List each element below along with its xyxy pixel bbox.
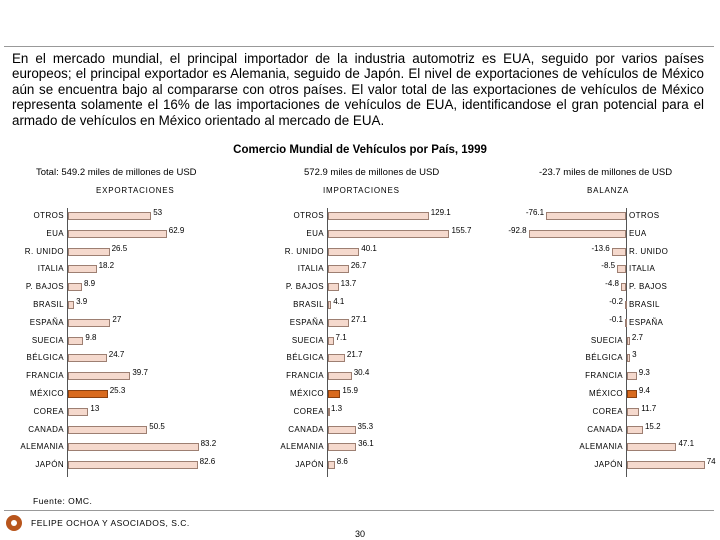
exp-bar bbox=[68, 354, 107, 362]
imp-value-label: 155.7 bbox=[451, 225, 472, 235]
exp-category-label: FRANCIA bbox=[26, 371, 64, 381]
exp-bar bbox=[68, 301, 74, 309]
bal-category-label: JAPÓN bbox=[594, 460, 623, 470]
imp-value-label: 21.7 bbox=[346, 350, 363, 360]
imp-category-label: SUECIA bbox=[291, 335, 324, 345]
exp-category-label: R. UNIDO bbox=[24, 246, 64, 256]
bal-category-label: BÉLGICA bbox=[585, 353, 623, 363]
bal-value-label: -0.1 bbox=[609, 314, 623, 324]
bal-panel-title: BALANZA bbox=[587, 186, 630, 195]
imp-value-label: 27.1 bbox=[351, 314, 367, 324]
bal-bar bbox=[612, 248, 626, 256]
imp-category-label: MÉXICO bbox=[290, 389, 324, 398]
exp-value-label: 53 bbox=[153, 208, 163, 217]
imp-category-label: R. UNIDO bbox=[284, 246, 324, 256]
bal-bar bbox=[627, 408, 639, 416]
bal-value-label: 2.7 bbox=[631, 332, 643, 342]
exp-category-label: ESPAÑA bbox=[29, 317, 64, 327]
imp-value-label: 36.1 bbox=[358, 439, 374, 449]
imp-bar bbox=[328, 354, 345, 362]
exp-value-label: 25.3 bbox=[109, 386, 126, 395]
exp-category-label: BRASIL bbox=[33, 300, 64, 309]
bal-value-label: 74 bbox=[706, 457, 716, 467]
imp-value-label: 13.7 bbox=[340, 279, 357, 289]
exp-value-label: 62.9 bbox=[168, 225, 185, 235]
imp-category-label: COREA bbox=[293, 406, 324, 416]
imp-bar bbox=[328, 248, 359, 256]
imp-value-label: 15.9 bbox=[342, 386, 358, 395]
bal-value-label: -8.5 bbox=[601, 261, 616, 271]
imp-category-label: ITALIA bbox=[297, 264, 324, 274]
exp-category-label: P. BAJOS bbox=[25, 282, 64, 292]
bal-bar bbox=[627, 337, 630, 345]
bal-category-label: ITALIA bbox=[629, 264, 656, 274]
exp-bar bbox=[68, 212, 151, 220]
exp-value-label: 82.6 bbox=[199, 457, 216, 467]
bal-bar bbox=[625, 301, 627, 309]
bal-category-label: CANADA bbox=[587, 424, 623, 434]
imp-bar bbox=[328, 408, 330, 416]
bal-category-label: R. UNIDO bbox=[629, 246, 669, 256]
bal-category-label: ALEMANIA bbox=[579, 442, 623, 452]
imp-category-label: ESPAÑA bbox=[289, 317, 324, 327]
imp-category-label: CANADA bbox=[288, 424, 324, 434]
imp-category-label: OTROS bbox=[293, 211, 324, 220]
exp-value-label: 26.5 bbox=[111, 243, 128, 253]
bal-value-label: 9.3 bbox=[638, 368, 650, 378]
exp-panel-title: EXPORTACIONES bbox=[96, 186, 175, 195]
imp-total: 572.9 miles de millones de USD bbox=[304, 167, 440, 178]
bal-category-label: MÉXICO bbox=[589, 389, 623, 398]
company-name: FELIPE OCHOA Y ASOCIADOS, S.C. bbox=[31, 518, 190, 528]
exp-bar bbox=[68, 443, 199, 451]
exp-bar bbox=[68, 390, 108, 398]
imp-category-label: JAPÓN bbox=[295, 460, 324, 470]
exp-category-label: EUA bbox=[46, 228, 64, 238]
exp-value-label: 9.8 bbox=[85, 332, 97, 342]
bal-bar bbox=[617, 265, 626, 273]
bal-value-label: 15.2 bbox=[644, 421, 661, 431]
exp-category-label: MÉXICO bbox=[30, 389, 64, 398]
imp-value-label: 4.1 bbox=[333, 297, 345, 306]
exp-bar bbox=[68, 461, 198, 469]
bal-category-label: FRANCIA bbox=[585, 371, 623, 381]
imp-bar bbox=[328, 283, 339, 291]
imp-value-label: 30.4 bbox=[353, 368, 370, 378]
imp-bar bbox=[328, 265, 349, 273]
exp-category-label: COREA bbox=[33, 406, 64, 416]
exp-bar bbox=[68, 248, 110, 256]
bal-category-label: ESPAÑA bbox=[629, 317, 664, 327]
bal-value-label: -13.6 bbox=[591, 243, 610, 253]
bal-bar bbox=[529, 230, 626, 238]
exp-value-label: 3.9 bbox=[76, 297, 88, 306]
imp-bar bbox=[328, 301, 331, 309]
imp-bar bbox=[328, 319, 349, 327]
bal-value-label: -92.8 bbox=[508, 225, 527, 235]
exp-value-label: 83.2 bbox=[200, 439, 217, 449]
exp-value-label: 24.7 bbox=[108, 350, 125, 360]
exp-value-label: 18.2 bbox=[98, 261, 115, 271]
bal-value-label: 3 bbox=[632, 350, 637, 360]
exp-bar bbox=[68, 265, 97, 273]
imp-bar bbox=[328, 212, 429, 220]
exp-bar bbox=[68, 337, 83, 345]
source-note: Fuente: OMC. bbox=[33, 496, 93, 506]
imp-bar bbox=[328, 372, 352, 380]
bal-bar bbox=[627, 461, 705, 469]
exp-category-label: BÉLGICA bbox=[26, 353, 64, 363]
imp-bar bbox=[328, 461, 335, 469]
bal-category-label: SUECIA bbox=[590, 335, 623, 345]
exp-value-label: 39.7 bbox=[132, 368, 148, 378]
bal-bar bbox=[627, 372, 637, 380]
bal-category-label: OTROS bbox=[629, 211, 660, 220]
imp-value-label: 40.1 bbox=[361, 243, 377, 253]
exp-value-label: 8.9 bbox=[83, 279, 96, 289]
bal-category-label: EUA bbox=[629, 228, 647, 238]
page-number: 30 bbox=[355, 529, 366, 539]
bal-bar bbox=[627, 390, 637, 398]
chart-title: Comercio Mundial de Vehículos por País, 1999 bbox=[233, 144, 487, 156]
bal-bar bbox=[627, 426, 643, 434]
imp-bar bbox=[328, 337, 334, 345]
bal-bar bbox=[621, 283, 626, 291]
imp-value-label: 129.1 bbox=[430, 208, 451, 217]
imp-value-label: 1.3 bbox=[331, 403, 343, 413]
exp-bar bbox=[68, 283, 82, 291]
exp-bar bbox=[68, 426, 147, 434]
exp-value-label: 50.5 bbox=[149, 421, 165, 431]
imp-bar bbox=[328, 230, 449, 238]
exp-category-label: ITALIA bbox=[37, 264, 64, 274]
exp-category-label: OTROS bbox=[33, 211, 64, 220]
bal-category-label: COREA bbox=[592, 406, 623, 416]
bal-value-label: 9.4 bbox=[638, 386, 650, 395]
imp-value-label: 26.7 bbox=[350, 261, 367, 271]
exp-value-label: 13 bbox=[90, 403, 100, 413]
bal-bar bbox=[627, 443, 676, 451]
imp-value-label: 7.1 bbox=[335, 332, 347, 342]
bal-total: -23.7 miles de millones de USD bbox=[539, 167, 673, 178]
imp-bar bbox=[328, 426, 356, 434]
bal-category-label: P. BAJOS bbox=[629, 282, 668, 292]
imp-bar bbox=[328, 443, 356, 451]
exp-bar bbox=[68, 372, 130, 380]
bal-value-label: -4.8 bbox=[605, 279, 619, 289]
bal-bar bbox=[625, 319, 627, 327]
bal-value-label: 47.1 bbox=[678, 439, 695, 449]
company-logo-icon bbox=[6, 515, 22, 531]
bal-bar bbox=[546, 212, 626, 220]
bal-category-label: BRASIL bbox=[629, 300, 660, 309]
exp-bar bbox=[68, 230, 167, 238]
exp-category-label: ALEMANIA bbox=[20, 442, 64, 452]
top-divider bbox=[4, 46, 714, 47]
footer-divider bbox=[4, 510, 714, 511]
imp-value-label: 8.6 bbox=[336, 457, 348, 467]
imp-category-label: BÉLGICA bbox=[286, 353, 324, 363]
exp-value-label: 27 bbox=[112, 314, 122, 324]
bal-value-label: 11.7 bbox=[641, 403, 657, 413]
imp-panel-title: IMPORTACIONES bbox=[323, 186, 400, 195]
imp-category-label: ALEMANIA bbox=[280, 442, 324, 452]
exp-category-label: JAPÓN bbox=[35, 460, 64, 470]
bal-value-label: -0.2 bbox=[609, 297, 623, 306]
exp-total: Total: 549.2 miles de millones de USD bbox=[36, 167, 197, 178]
exp-bar bbox=[68, 408, 88, 416]
imp-category-label: FRANCIA bbox=[286, 371, 324, 381]
exp-bar bbox=[68, 319, 110, 327]
imp-bar bbox=[328, 390, 340, 398]
imp-category-label: BRASIL bbox=[293, 300, 324, 309]
imp-category-label: P. BAJOS bbox=[285, 282, 324, 292]
bal-value-label: -76.1 bbox=[525, 208, 545, 217]
exp-category-label: SUECIA bbox=[31, 335, 64, 345]
imp-value-label: 35.3 bbox=[357, 421, 374, 431]
bal-bar bbox=[627, 354, 630, 362]
intro-paragraph: En el mercado mundial, el principal importador de la industria automotriz es EUA, seguido por varios países europeos; el principal exportador es Alemania, seguido de Japón. El nivel de exportaciones de vehículos de México aún se encuentra bajo al compararse con otros países. El valor total de las exportaciones de vehículos de México representa solamente el 16% de las importaciones de vehículos de EUA, identificandose el gran potencial para el armado de vehículos en México orientado al mercado de EUA. bbox=[12, 51, 704, 128]
exp-category-label: CANADA bbox=[28, 424, 64, 434]
imp-category-label: EUA bbox=[306, 228, 324, 238]
